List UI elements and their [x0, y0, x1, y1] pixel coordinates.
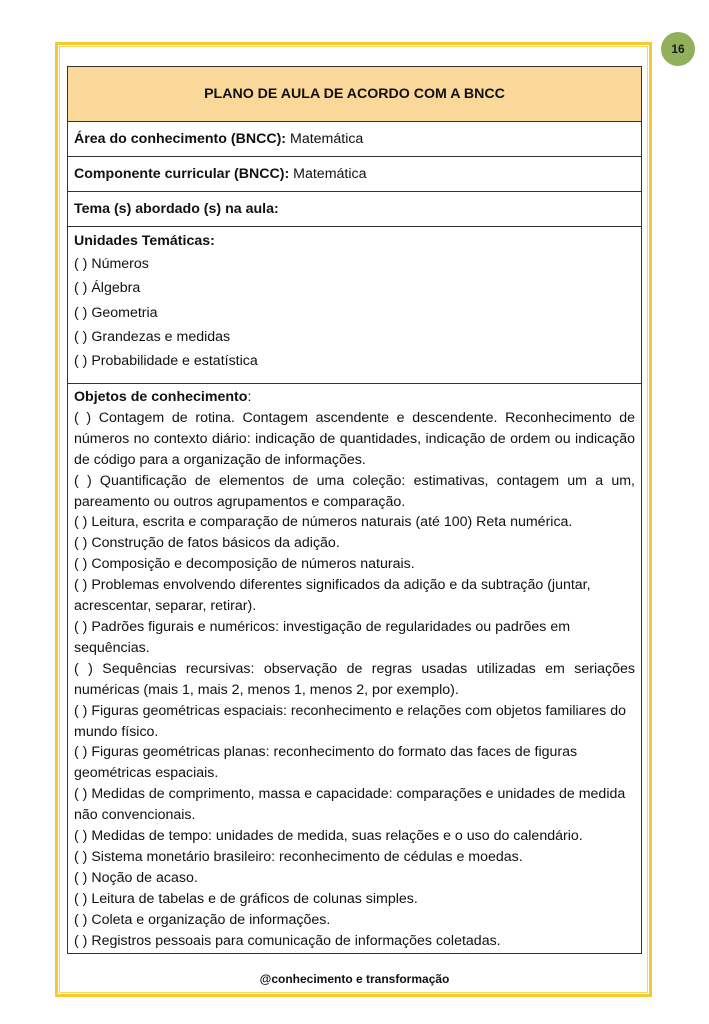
objetos-item: ( ) Contagem de rotina. Contagem ascendente e descendente. Reconhecimento de números no contexto diário: indicação de quantidades, indicação de ordem ou indicação de código para a organização de informações. [74, 409, 635, 468]
componente-label: Componente curricular (BNCC): [74, 165, 290, 182]
objetos-item: ( ) Padrões figurais e numéricos: investigação de regularidades ou padrões em sequências. [74, 618, 571, 656]
lesson-plan-table [67, 66, 642, 954]
tema-label: Tema (s) abordado (s) na aula: [74, 200, 279, 217]
plan-title: PLANO DE AULA DE ACORDO COM A BNCC [68, 67, 642, 122]
unidades-item: ( ) Probabilidade e estatística [74, 353, 258, 370]
tema-row [68, 192, 642, 227]
componente-row [68, 157, 642, 192]
unidades-section [68, 227, 642, 384]
objetos-section [68, 384, 642, 954]
objetos-heading: Objetos de conhecimento: [74, 389, 252, 405]
unidades-label: Unidades Temáticas: [74, 233, 215, 249]
objetos-item: ( ) Coleta e organização de informações. [74, 911, 331, 928]
objetos-item: ( ) Problemas envolvendo diferentes significados da adição e da subtração (juntar, acrescentar, separar, retirar). [74, 577, 591, 615]
objetos-item: ( ) Construção de fatos básicos da adição. [74, 535, 340, 552]
footer-credit: @conhecimento e transformação [259, 972, 450, 986]
area-value: Matemática [290, 130, 364, 147]
objetos-item: ( ) Sistema monetário brasileiro: reconhecimento de cédulas e moedas. [74, 848, 523, 865]
unidades-item: ( ) Grandezas e medidas [74, 328, 231, 345]
objetos-item: ( ) Figuras geométricas planas: reconhecimento do formato das faces de figuras geométricas espaciais. [74, 744, 578, 782]
componente-value: Matemática [293, 165, 367, 182]
objetos-item: ( ) Leitura, escrita e comparação de números naturais (até 100) Reta numérica. [74, 514, 573, 531]
objetos-item: ( ) Figuras geométricas espaciais: reconhecimento e relações com objetos familiares do mundo físico. [74, 702, 626, 740]
objetos-label: Objetos de conhecimento [74, 389, 248, 405]
objetos-item: ( ) Leitura de tabelas e de gráficos de colunas simples. [74, 890, 418, 907]
unidades-item: ( ) Números [74, 255, 149, 272]
objetos-item: ( ) Noção de acaso. [74, 869, 198, 886]
objetos-item: ( ) Quantificação de elementos de uma coleção: estimativas, contagem um a um, pareamento ou outros agrupamentos e comparação. [74, 472, 635, 510]
objetos-item: ( ) Medidas de tempo: unidades de medida, suas relações e o uso do calendário. [74, 828, 583, 845]
objetos-item: ( ) Composição e decomposição de números naturais. [74, 556, 415, 573]
area-label: Área do conhecimento (BNCC): [74, 130, 287, 147]
page-number-badge: 16 [661, 32, 695, 66]
area-row [68, 122, 642, 157]
objetos-item: ( ) Sequências recursivas: observação de regras usadas utilizadas em seriações numéricas (mais 1, mais 2, menos 1, menos 2, por exemplo). [74, 660, 635, 698]
objetos-item: ( ) Registros pessoais para comunicação de informações coletadas. [74, 932, 501, 949]
unidades-item: ( ) Geometria [74, 304, 158, 321]
unidades-item: ( ) Álgebra [74, 280, 141, 297]
objetos-item: ( ) Medidas de comprimento, massa e capacidade: comparações e unidades de medida não convencionais. [74, 786, 626, 824]
